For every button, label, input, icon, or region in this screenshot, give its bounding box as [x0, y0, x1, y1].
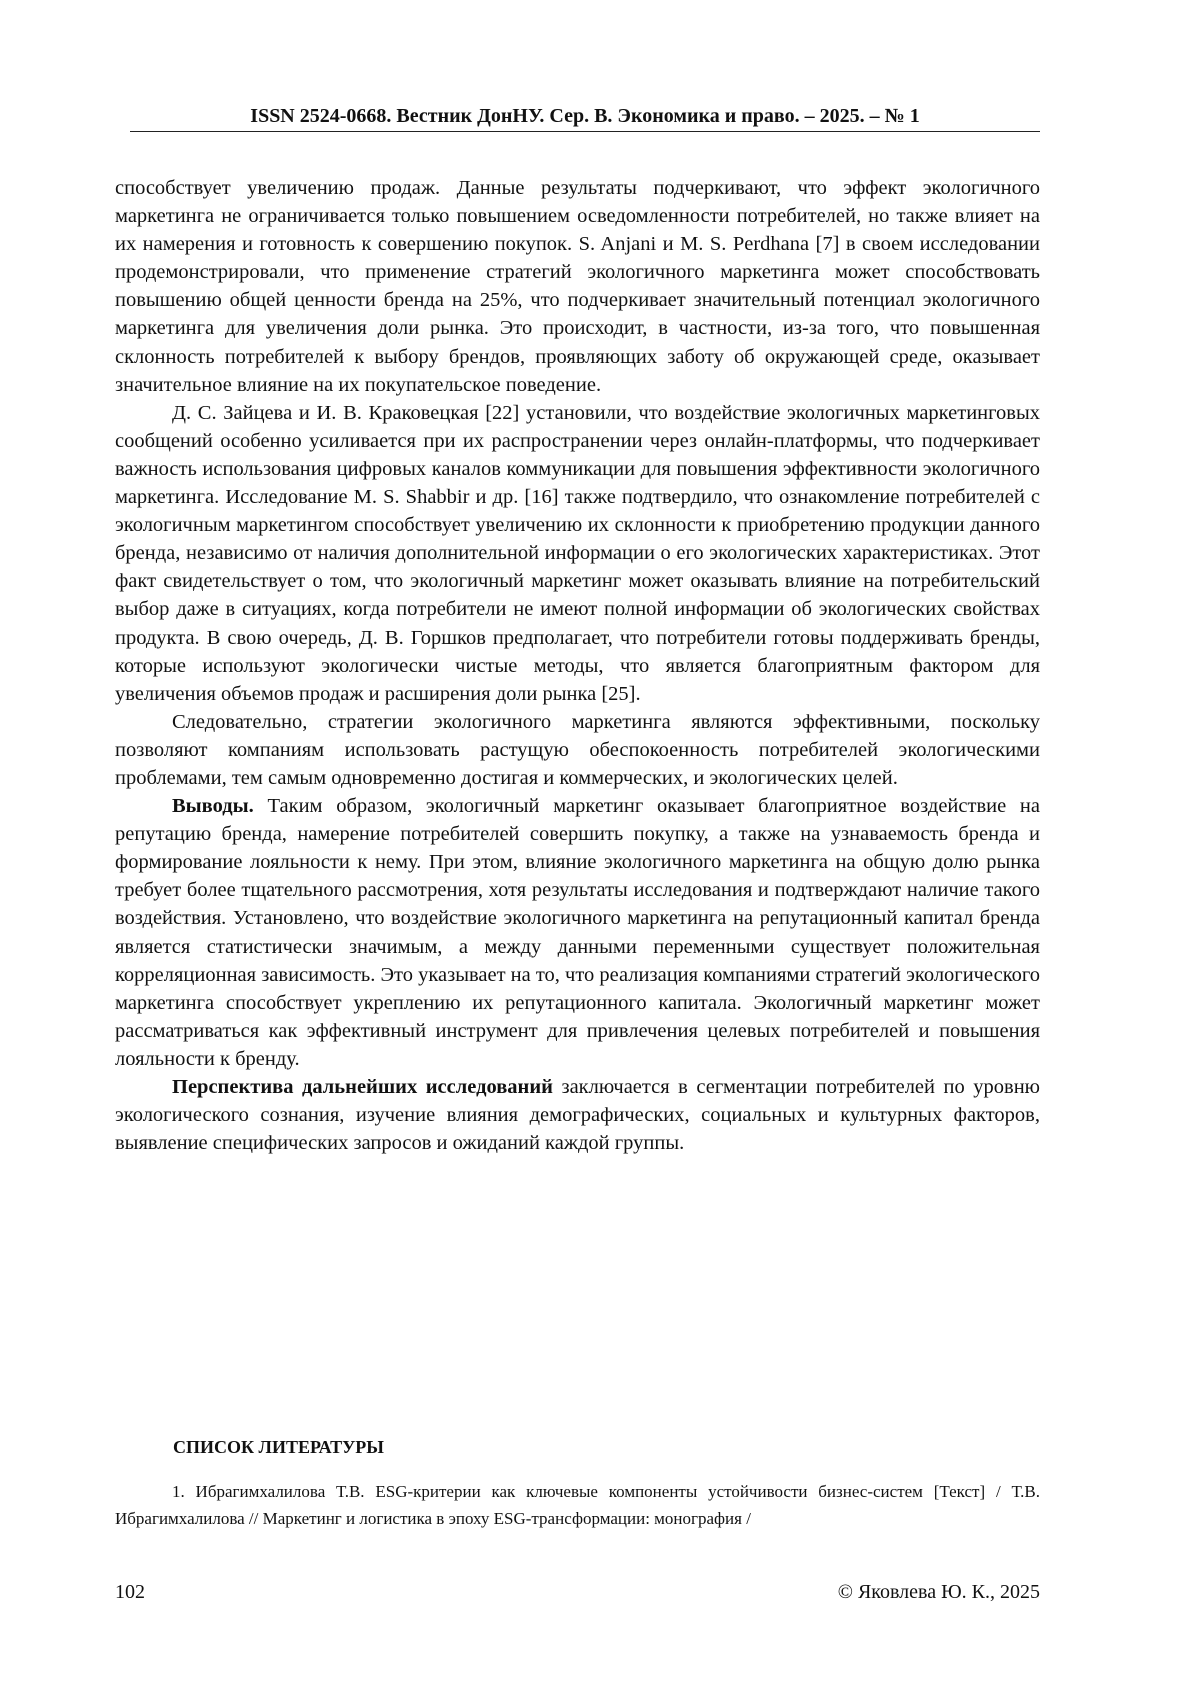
references-title: СПИСОК ЛИТЕРАТУРЫ	[173, 1437, 384, 1457]
perspective-heading: Перспектива дальнейших исследований	[172, 1076, 553, 1098]
references-list	[115, 1478, 1040, 1532]
reference-item: 1. Ибрагимхалилова Т.В. ESG-критерии как ключевые компоненты устойчивости бизнес-систем [Текст] / Т.В. Ибрагимхалилова // Маркетинг и логистика в эпоху ESG-трансформации: монография /	[115, 1482, 1040, 1528]
article-body	[115, 174, 1040, 1157]
perspective-text: заключается в сегментации потребителей по уровню экологического сознания, изучение влияния демографических, социальных и культурных факторов, выявление специфических запросов и ожиданий каждой группы.	[115, 1076, 1040, 1155]
page-number: 102	[115, 1581, 145, 1603]
conclusions-heading: Выводы.	[172, 795, 254, 818]
running-header: ISSN 2524-0668. Вестник ДонНУ. Сер. В. Экономика и право. – 2025. – № 1	[250, 105, 920, 127]
paragraph-2: Д. С. Зайцева и И. В. Краковецкая [22] установили, что воздействие экологичных маркетинговых сообщений особенно усиливается при их распространении через онлайн-платформы, что подчеркивает важность использования цифровых каналов коммуникации для повышения эффективности экологичного маркетинга. Исследование M. S. Shabbir и др. [16] также подтвердило, что ознакомление потребителей с экологичным маркетингом способствует увеличению их склонности к приобретению продукции данного бренда, независимо от наличия дополнительной информации о его экологических характеристиках. Этот факт свидетельствует о том, что экологичный маркетинг может оказывать влияние на потребительский выбор даже в ситуациях, когда потребители не имеют полной информации об экологических свойствах продукта. В свою очередь, Д. В. Горшков предполагает, что потребители готовы поддерживать бренды, которые используют экологически чистые методы, что является благоприятным фактором для увеличения объемов продаж и расширения доли рынка [25].	[115, 401, 1040, 705]
paragraph-perspective	[115, 1073, 1040, 1157]
paragraph-conclusions	[115, 792, 1040, 1073]
copyright: © Яковлева Ю. К., 2025	[837, 1581, 1040, 1603]
header-divider	[130, 131, 1040, 132]
paragraph-1: способствует увеличению продаж. Данные результаты подчеркивают, что эффект экологичного маркетинга не ограничивается только повышением осведомленности потребителей, но также влияет на их намерения и готовность к совершению покупок. S. Anjani и M. S. Perdhana [7] в своем исследовании продемонстрировали, что применение стратегий экологичного маркетинга может способствовать повышению общей ценности бренда на 25%, что подчеркивает значительный потенциал экологичного маркетинга для увеличения доли рынка. Это происходит, в частности, из-за того, что повышенная склонность потребителей к выбору брендов, проявляющих заботу об окружающей среде, оказывает значительное влияние на их покупательское поведение.	[115, 177, 1040, 396]
conclusions-text: Таким образом, экологичный маркетинг оказывает благоприятное воздействие на репутацию бренда, намерение потребителей совершить покупку, а также на узнаваемость бренда и формирование лояльности к нему. При этом, влияние экологичного маркетинга на общую долю рынка требует более тщательного рассмотрения, хотя результаты исследования и подтверждают наличие такого воздействия. Установлено, что воздействие экологичного маркетинга на репутационный капитал бренда является статистически значимым, а между данными переменными существует положительная корреляционная зависимость. Это указывает на то, что реализация компаниями стратегий экологического маркетинга способствует укреплению их репутационного капитала. Экологичный маркетинг может рассматриваться как эффективный инструмент для привлечения целевых потребителей и повышения лояльности к бренду.	[115, 795, 1041, 1070]
paragraph-3: Следовательно, стратегии экологичного маркетинга являются эффективными, поскольку позволяют компаниям использовать растущую обеспокоенность потребителей экологическими проблемами, тем самым одновременно достигая и коммерческих, и экологических целей.	[115, 710, 1040, 789]
